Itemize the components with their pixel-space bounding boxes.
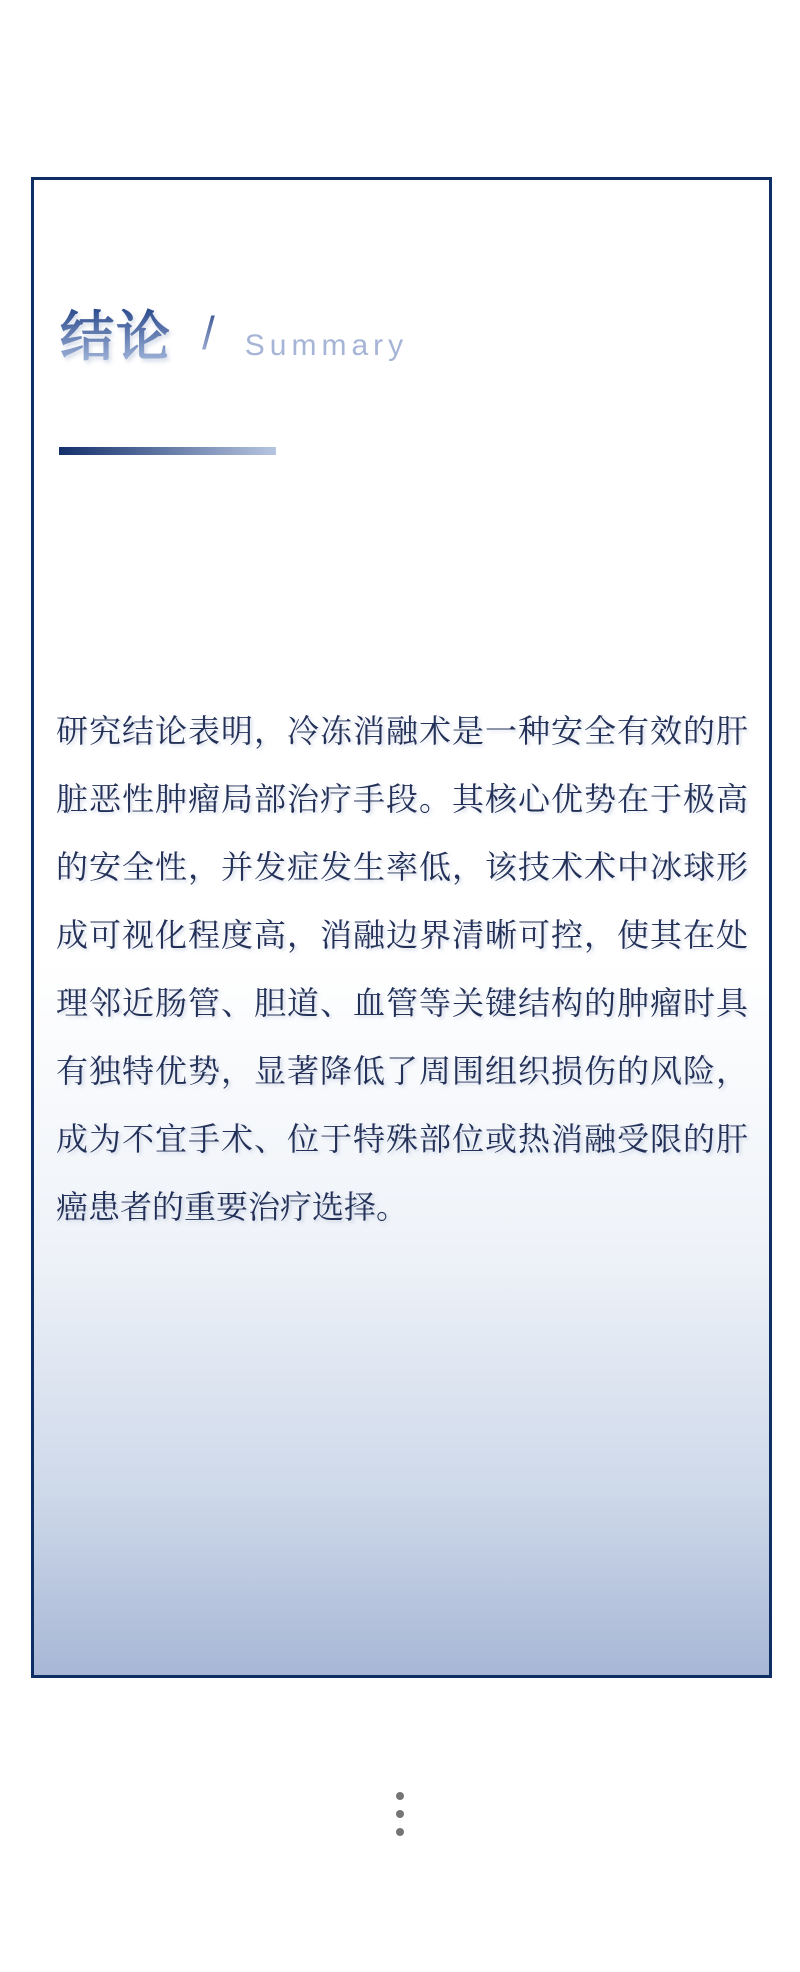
section-title-zh: 结论 xyxy=(60,307,172,367)
ellipsis-dot xyxy=(396,1810,404,1818)
ellipsis-dot xyxy=(396,1792,404,1800)
ellipsis-dot xyxy=(396,1828,404,1836)
summary-card-content xyxy=(34,180,769,1675)
accent-bar xyxy=(59,447,276,455)
summary-card xyxy=(31,177,772,1678)
vertical-ellipsis-icon xyxy=(396,1792,404,1836)
section-header xyxy=(60,308,748,366)
section-title-en: Summary xyxy=(244,329,409,362)
conclusion-paragraph: 研究结论表明，冷冻消融术是一种安全有效的肝脏恶性肿瘤局部治疗手段。其核心优势在于极高的安全性，并发症发生率低，该技术术中冰球形成可视化程度高，消融边界清晰可控，使其在处理邻近肠管、胆道、血管等关键结构的肿瘤时具有独特优势，显著降低了周围组织损伤的风险，成为不宜手术、位于特殊部位或热消融受限的肝癌患者的重要治疗选择。 xyxy=(56,713,748,1225)
slash-divider-icon: / xyxy=(202,307,215,359)
